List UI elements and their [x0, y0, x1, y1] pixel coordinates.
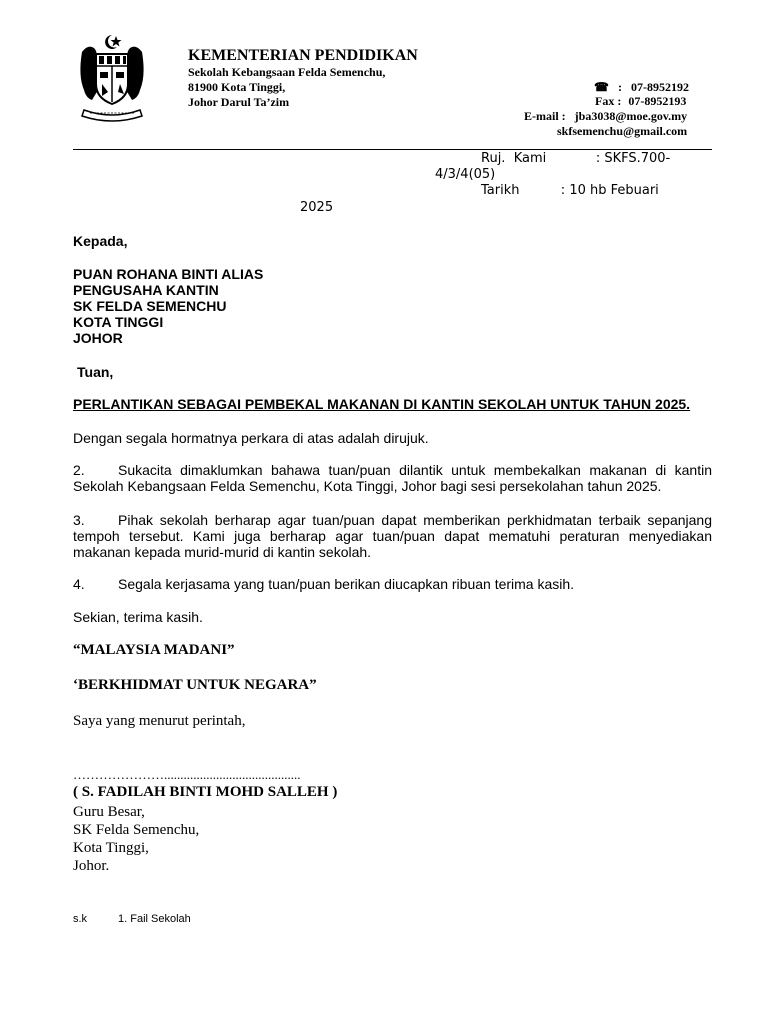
recipient-line: PUAN ROHANA BINTI ALIAS [73, 266, 264, 282]
paragraph-text: Sukacita dimaklumkan bahawa tuan/puan dilantik untuk membekalkan makanan di kantin Sekolah Kebangsaan Felda Semenchu, Kota Tinggi, Johor bagi sesi persekolahan tahun 2025. [73, 462, 712, 494]
closing-line: Sekian, terima kasih. [73, 609, 203, 625]
paragraph-4 [73, 576, 712, 592]
phone-label: : [617, 80, 622, 94]
sk-item: 1. Fail Sekolah [118, 913, 191, 925]
recipient-line: SK FELDA SEMENCHU [73, 298, 227, 314]
signatory-name: ( S. FADILAH BINTI MOHD SALLEH ) [73, 784, 338, 800]
phone-number: 07-8952192 [630, 80, 689, 94]
signatory-line: Guru Besar, [73, 804, 145, 820]
signatory-line: Johor. [73, 858, 110, 874]
signatory-line: Kota Tinggi, [73, 840, 149, 856]
signatory-line: SK Felda Semenchu, [73, 822, 200, 838]
paragraph-number: 2. [73, 462, 85, 478]
salutation: Tuan, [77, 364, 114, 380]
letter-subject: PERLANTIKAN SEBAGAI PEMBEKAL MAKANAN DI KANTIN SEKOLAH UNTUK TAHUN 2025. [73, 396, 691, 412]
email-label: E-mail : [524, 109, 566, 123]
address-line: Sekolah Kebangsaan Felda Semenchu, [188, 65, 386, 79]
email-address[interactable]: jba3038@moe.gov.my [574, 109, 688, 123]
paragraph-text: Pihak sekolah berharap agar tuan/puan dapat memberikan perkhidmatan terbaik sepanjang tempoh tersebut. Kami juga berharap agar tuan/puan dapat mematuhi peraturan menyediakan makanan kepada murid-murid di kantin sekolah. [73, 512, 712, 560]
email-line [524, 109, 687, 124]
kepada-label: Kepada, [73, 233, 128, 249]
phone-line [594, 80, 689, 95]
coat-of-arms-logo [76, 32, 148, 124]
recipient-line: PENGUSAHA KANTIN [73, 282, 219, 298]
letter-date-year: 2025 [300, 200, 334, 215]
letter-date: Tarikh : 10 hb Febuari [481, 183, 659, 198]
paragraph-text: Segala kerjasama yang tuan/puan berikan diucapkan ribuan terima kasih. [118, 576, 575, 592]
fax-number: 07-8952193 [628, 94, 687, 108]
paragraph-3 [73, 512, 712, 560]
recipient-line: KOTA TINGGI [73, 314, 164, 330]
address-line: 81900 Kota Tinggi, [188, 80, 286, 94]
motto-berkhidmat: ‘BERKHIDMAT UNTUK NEGARA” [73, 677, 317, 693]
motto-malaysia-madani: “MALAYSIA MADANI” [73, 642, 235, 658]
address-line: Johor Darul Ta’zim [188, 95, 290, 109]
signature-lead: Saya yang menurut perintah, [73, 713, 246, 729]
reference-number: Ruj. Kami : SKFS.700- [481, 151, 671, 166]
sk-label: s.k [73, 913, 88, 925]
recipient-address [73, 266, 263, 346]
fax-line [595, 94, 686, 109]
school-address [188, 65, 385, 110]
header-divider [73, 149, 712, 150]
recipient-line: JOHOR [73, 330, 123, 346]
paragraph-2 [73, 462, 712, 494]
reference-number-cont: 4/3/4(05) [435, 167, 496, 182]
opening-line: Dengan segala hormatnya perkara di atas adalah dirujuk. [73, 430, 429, 446]
ministry-title: KEMENTERIAN PENDIDIKAN [188, 47, 418, 64]
phone-icon: ☎ [594, 80, 609, 94]
paragraph-number: 3. [73, 512, 85, 528]
email-address-secondary[interactable]: skfsemenchu@gmail.com [557, 124, 688, 138]
signature-line: ………………….......................................... [73, 767, 301, 782]
signatory-details [73, 803, 199, 875]
fax-label: Fax : [595, 94, 622, 108]
paragraph-number: 4. [73, 576, 85, 592]
